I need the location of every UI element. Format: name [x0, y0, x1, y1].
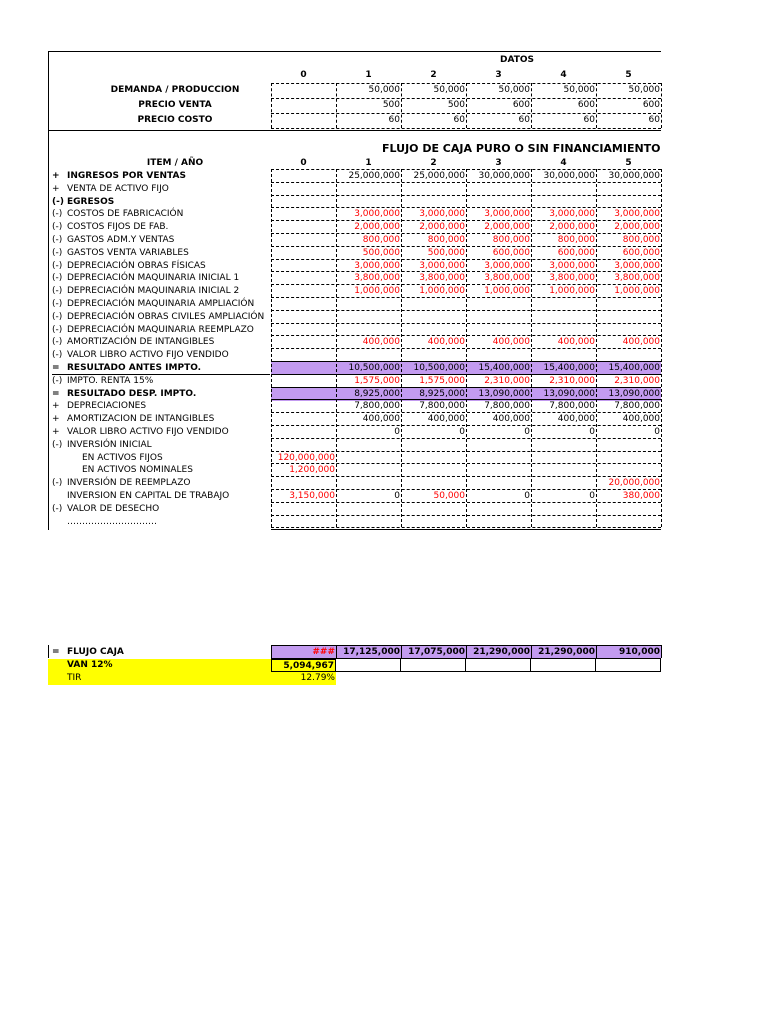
period-header: 3: [495, 158, 502, 168]
flujo-cell[interactable]: 120,000,000: [277, 453, 335, 463]
flujo-cell[interactable]: 2,000,000: [549, 222, 595, 232]
flujo-cell[interactable]: 0: [394, 427, 400, 437]
datos-cell[interactable]: [271, 114, 336, 127]
flujo-cell[interactable]: 400,000: [622, 414, 660, 424]
flujo-grid-v: [336, 169, 337, 527]
van-empty-cell[interactable]: [596, 659, 661, 672]
flujo-title: FLUJO DE CAJA PURO O SIN FINANCIAMIENTO: [382, 142, 661, 155]
row-sign: +: [52, 171, 60, 181]
period-header: 0: [300, 158, 307, 168]
flujo-cell[interactable]: 500,000: [427, 248, 465, 258]
row-label: DEPRECIACIÓN MAQUINARIA AMPLIACIÓN: [67, 299, 255, 309]
datos-title: DATOS: [500, 55, 535, 65]
row-label: VENTA DE ACTIVO FIJO: [67, 184, 169, 194]
van-row: [0, 659, 768, 672]
period-header: 1: [365, 158, 372, 168]
row-label: VALOR LIBRO ACTIVO FIJO VENDIDO: [67, 427, 229, 437]
flujo-caja-left: [48, 645, 49, 658]
flujo-grid-v: [661, 169, 662, 527]
item-header-label: ITEM / AÑO: [146, 158, 204, 168]
row-sign: (-): [52, 504, 63, 514]
flujo-cell[interactable]: 3,800,000: [549, 273, 595, 283]
period-header: 2: [430, 158, 437, 168]
flujo-cell[interactable]: 800,000: [622, 235, 660, 245]
row-sign: (-): [52, 299, 63, 309]
flujo-cell[interactable]: 1,575,000: [354, 376, 400, 386]
row-label: INVERSION EN CAPITAL DE TRABAJO: [67, 491, 230, 501]
datos-cell[interactable]: 60: [648, 115, 660, 125]
datos-cell[interactable]: [271, 84, 336, 97]
flujo-cell[interactable]: 400,000: [492, 337, 530, 347]
flujo-cell[interactable]: 7,800,000: [549, 401, 595, 411]
flujo-cell[interactable]: 3,800,000: [419, 273, 465, 283]
flujo-cell[interactable]: 800,000: [427, 235, 465, 245]
flujo-cell[interactable]: 400,000: [427, 414, 465, 424]
flujo-cell[interactable]: 0: [589, 491, 595, 501]
row-sign: (-): [52, 440, 63, 450]
van-empty-cell[interactable]: [531, 659, 596, 672]
datos-cell[interactable]: 50,000: [628, 85, 660, 95]
flujo-cell[interactable]: 13,090,000: [466, 388, 531, 401]
result-underline: [52, 374, 270, 375]
row-sign: =: [52, 389, 60, 399]
flujo-cell[interactable]: 600,000: [622, 248, 660, 258]
flujo-cell[interactable]: 500,000: [362, 248, 400, 258]
datos-cell[interactable]: 600: [642, 100, 660, 110]
row-label: DEPRECIACIÓN MAQUINARIA INICIAL 1: [67, 273, 240, 283]
flujo-cell[interactable]: 400,000: [362, 337, 400, 347]
datos-row-label: PRECIO COSTO: [137, 115, 213, 125]
datos-cell[interactable]: 50,000: [563, 85, 595, 95]
flujo-cell[interactable]: 20,000,000: [608, 478, 660, 488]
row-sign: +: [52, 414, 60, 424]
flujo-caja-cell[interactable]: 17,075,000: [401, 646, 466, 659]
flujo-cell[interactable]: 3,000,000: [484, 209, 530, 219]
row-sign: (-): [52, 222, 63, 232]
flujo-cell[interactable]: 3,000,000: [419, 209, 465, 219]
row-label: EN ACTIVOS NOMINALES: [82, 465, 193, 475]
flujo-cell[interactable]: 800,000: [362, 235, 400, 245]
flujo-cell[interactable]: 13,090,000: [596, 388, 661, 401]
flujo-cell[interactable]: 2,310,000: [614, 376, 660, 386]
flujo-caja-grid-v: [401, 645, 402, 658]
row-label: RESULTADO DESP. IMPTO.: [67, 389, 197, 399]
flujo-caja-cell[interactable]: ###: [271, 646, 336, 659]
row-label: VALOR LIBRO ACTIVO FIJO VENDIDO: [67, 350, 229, 360]
flujo-grid-v: [271, 169, 272, 527]
flujo-cell[interactable]: 15,400,000: [596, 362, 661, 375]
flujo-cell[interactable]: 30,000,000: [478, 171, 530, 181]
flujo-cell[interactable]: 2,000,000: [354, 222, 400, 232]
flujo-cell[interactable]: 0: [524, 427, 530, 437]
row-sign: =: [52, 647, 60, 657]
flujo-cell[interactable]: 380,000: [622, 491, 660, 501]
tir-label: TIR: [67, 673, 82, 683]
datos-row-label: DEMANDA / PRODUCCION: [110, 85, 240, 95]
period-header: 5: [625, 70, 632, 80]
row-label: DEPRECIACIÓN OBRAS CIVILES AMPLIACIÓN: [67, 312, 265, 322]
flujo-cell[interactable]: 3,800,000: [614, 273, 660, 283]
row-label: DEPRECIACIÓN MAQUINARIA INICIAL 2: [67, 286, 240, 296]
flujo-cell[interactable]: 8,925,000: [401, 388, 466, 401]
van-empty-cell[interactable]: [401, 659, 466, 672]
period-header: 5: [625, 158, 632, 168]
flujo-cell[interactable]: 30,000,000: [543, 171, 595, 181]
flujo-cell[interactable]: 3,150,000: [289, 491, 335, 501]
row-label: VALOR DE DESECHO: [67, 504, 160, 514]
flujo-cell[interactable]: 50,000: [433, 491, 465, 501]
flujo-cell[interactable]: 3,000,000: [614, 209, 660, 219]
flujo-caja-grid-v: [271, 645, 272, 658]
flujo-cell[interactable]: 15,400,000: [531, 362, 596, 375]
flujo-cell[interactable]: 25,000,000: [413, 171, 465, 181]
flujo-cell[interactable]: 0: [654, 427, 660, 437]
row-label: EN ACTIVOS FIJOS: [82, 453, 163, 463]
flujo-cell[interactable]: 3,000,000: [549, 261, 595, 271]
datos-grid-h: [271, 128, 661, 129]
row-sign: =: [52, 363, 60, 373]
flujo-cell[interactable]: 7,800,000: [484, 401, 530, 411]
flujo-caja-cell[interactable]: 21,290,000: [531, 646, 596, 659]
van-empty-cell[interactable]: [466, 659, 531, 672]
flujo-caja-grid-v: [661, 645, 662, 658]
flujo-cell[interactable]: 13,090,000: [531, 388, 596, 401]
flujo-cell[interactable]: 3,800,000: [354, 273, 400, 283]
datos-grid-v: [531, 83, 532, 128]
datos-row-label: PRECIO VENTA: [138, 100, 212, 110]
row-label: DEPRECIACIÓN OBRAS FÍSICAS: [67, 261, 206, 271]
row-label: GASTOS ADM.Y VENTAS: [67, 235, 175, 245]
row-sign: (-): [52, 248, 63, 258]
row-label: DEPRECIACIÓN MAQUINARIA REEMPLAZO: [67, 325, 254, 335]
flujo-cell[interactable]: 30,000,000: [608, 171, 660, 181]
datos-cell[interactable]: 500: [382, 100, 400, 110]
flujo-cell[interactable]: 0: [524, 491, 530, 501]
period-header: 3: [495, 70, 502, 80]
row-sign: (-): [52, 325, 63, 335]
datos-cell[interactable]: 50,000: [368, 85, 400, 95]
datos-grid-v: [401, 83, 402, 128]
flujo-cell[interactable]: 3,000,000: [419, 261, 465, 271]
datos-cell[interactable]: 600: [512, 100, 530, 110]
flujo-grid-v: [531, 169, 532, 527]
flujo-cell[interactable]: 1,000,000: [549, 286, 595, 296]
datos-cell[interactable]: 50,000: [498, 85, 530, 95]
flujo-cell[interactable]: 2,000,000: [419, 222, 465, 232]
flujo-cell[interactable]: 400,000: [492, 414, 530, 424]
row-sign: (-): [52, 209, 63, 219]
row-label: AMORTIZACION DE INTANGIBLES: [67, 414, 215, 424]
flujo-cell[interactable]: 25,000,000: [348, 171, 400, 181]
row-label: COSTOS FIJOS DE FAB.: [67, 222, 169, 232]
datos-cell[interactable]: 60: [453, 115, 465, 125]
flujo-caja-label: FLUJO CAJA: [67, 647, 124, 657]
flujo-cell[interactable]: 2,310,000: [484, 376, 530, 386]
flujo-cell[interactable]: 3,000,000: [614, 261, 660, 271]
datos-row: [0, 84, 768, 97]
datos-cell[interactable]: 500: [447, 100, 465, 110]
flujo-cell[interactable]: 3,000,000: [484, 261, 530, 271]
flujo-cell[interactable]: 10,500,000: [401, 362, 466, 375]
flujo-cell[interactable]: 400,000: [557, 337, 595, 347]
row-sign: +: [52, 184, 60, 194]
row-label: EGRESOS: [67, 197, 115, 207]
row-label: …………………………: [67, 517, 157, 527]
flujo-cell[interactable]: 8,925,000: [336, 388, 401, 401]
flujo-cell[interactable]: 600,000: [492, 248, 530, 258]
flujo-caja-cell[interactable]: 21,290,000: [466, 646, 531, 659]
row-label: INVERSIÓN INICIAL: [67, 440, 152, 450]
top-border: [48, 51, 661, 52]
datos-cell[interactable]: [271, 99, 336, 112]
datos-cell[interactable]: 60: [388, 115, 400, 125]
flujo-caja-grid-v: [531, 645, 532, 658]
section-border: [48, 130, 661, 131]
flujo-caja-grid-v: [596, 645, 597, 658]
datos-grid-v: [661, 83, 662, 128]
van-label: VAN 12%: [67, 660, 113, 670]
row-label: COSTOS DE FABRICACIÓN: [67, 209, 184, 219]
flujo-cell[interactable]: 1,200,000: [289, 465, 335, 475]
flujo-caja-grid-v: [466, 645, 467, 658]
period-header: 4: [560, 70, 567, 80]
flujo-cell[interactable]: 800,000: [492, 235, 530, 245]
row-sign: (-): [52, 273, 63, 283]
flujo-cell[interactable]: 400,000: [427, 337, 465, 347]
datos-cell[interactable]: 60: [583, 115, 595, 125]
row-label: DEPRECIACIONES: [67, 401, 147, 411]
row-label: AMORTIZACIÓN DE INTANGIBLES: [67, 337, 215, 347]
flujo-cell[interactable]: 400,000: [557, 414, 595, 424]
row-sign: +: [52, 401, 60, 411]
flujo-grid-v: [466, 169, 467, 527]
period-header: 1: [365, 70, 372, 80]
flujo-cell[interactable]: 3,000,000: [354, 261, 400, 271]
datos-row: [0, 99, 768, 112]
flujo-caja-cell[interactable]: 17,125,000: [336, 646, 401, 659]
flujo-cell[interactable]: 400,000: [362, 414, 400, 424]
van-empty-cell[interactable]: [336, 659, 401, 672]
flujo-cell[interactable]: 2,310,000: [549, 376, 595, 386]
flujo-cell[interactable]: 3,000,000: [549, 209, 595, 219]
row-sign: (-): [52, 197, 64, 207]
row-sign: (-): [52, 312, 63, 322]
flujo-cell[interactable]: 3,000,000: [354, 209, 400, 219]
row-sign: (-): [52, 376, 63, 386]
row-sign: (-): [52, 337, 63, 347]
datos-cell[interactable]: 600: [577, 100, 595, 110]
datos-grid-v: [596, 83, 597, 128]
period-header: 0: [300, 70, 307, 80]
flujo-cell[interactable]: 0: [589, 427, 595, 437]
row-label: INGRESOS POR VENTAS: [67, 171, 186, 181]
row-label: RESULTADO ANTES IMPTO.: [67, 363, 202, 373]
flujo-cell[interactable]: 2,000,000: [614, 222, 660, 232]
flujo-caja-grid-v: [336, 645, 337, 658]
flujo-cell[interactable]: 1,000,000: [484, 286, 530, 296]
row-sign: (-): [52, 350, 63, 360]
flujo-bottom-border: [271, 529, 661, 530]
flujo-cell[interactable]: 7,800,000: [614, 401, 660, 411]
row-sign: (-): [52, 261, 63, 271]
row-sign: +: [52, 427, 60, 437]
flujo-cell[interactable]: 7,800,000: [354, 401, 400, 411]
period-header: 4: [560, 158, 567, 168]
datos-cell[interactable]: 60: [518, 115, 530, 125]
flujo-cell[interactable]: 1,000,000: [354, 286, 400, 296]
flujo-cell[interactable]: 1,000,000: [419, 286, 465, 296]
flujo-grid-h: [271, 527, 661, 528]
flujo-cell[interactable]: 800,000: [557, 235, 595, 245]
tir-value[interactable]: 12.79%: [300, 673, 335, 683]
flujo-cell[interactable]: 7,800,000: [419, 401, 465, 411]
tir-row: [0, 672, 768, 685]
flujo-cell[interactable]: 1,000,000: [614, 286, 660, 296]
row-label: IMPTO. RENTA 15%: [67, 376, 154, 386]
datos-row: [0, 114, 768, 127]
flujo-cell[interactable]: 0: [459, 427, 465, 437]
datos-grid-v: [336, 83, 337, 128]
flujo-cell[interactable]: 600,000: [557, 248, 595, 258]
flujo-cell[interactable]: 10,500,000: [336, 362, 401, 375]
flujo-cell[interactable]: 2,000,000: [484, 222, 530, 232]
flujo-grid-v: [401, 169, 402, 527]
flujo-caja-cell[interactable]: 910,000: [596, 646, 661, 659]
datos-cell[interactable]: 50,000: [433, 85, 465, 95]
row-label: INVERSIÓN DE REEMPLAZO: [67, 478, 191, 488]
flujo-cell[interactable]: 400,000: [622, 337, 660, 347]
datos-grid-v: [271, 83, 272, 128]
row-sign: (-): [52, 286, 63, 296]
flujo-grid-v: [596, 169, 597, 527]
row-sign: (-): [52, 478, 63, 488]
flujo-cell[interactable]: 3,800,000: [484, 273, 530, 283]
datos-grid-v: [466, 83, 467, 128]
flujo-cell[interactable]: 0: [394, 491, 400, 501]
flujo-cell[interactable]: 15,400,000: [466, 362, 531, 375]
period-header: 2: [430, 70, 437, 80]
van-value[interactable]: 5,094,967: [271, 659, 336, 672]
row-label: GASTOS VENTA VARIABLES: [67, 248, 189, 258]
flujo-cell[interactable]: 1,575,000: [419, 376, 465, 386]
row-sign: (-): [52, 235, 63, 245]
